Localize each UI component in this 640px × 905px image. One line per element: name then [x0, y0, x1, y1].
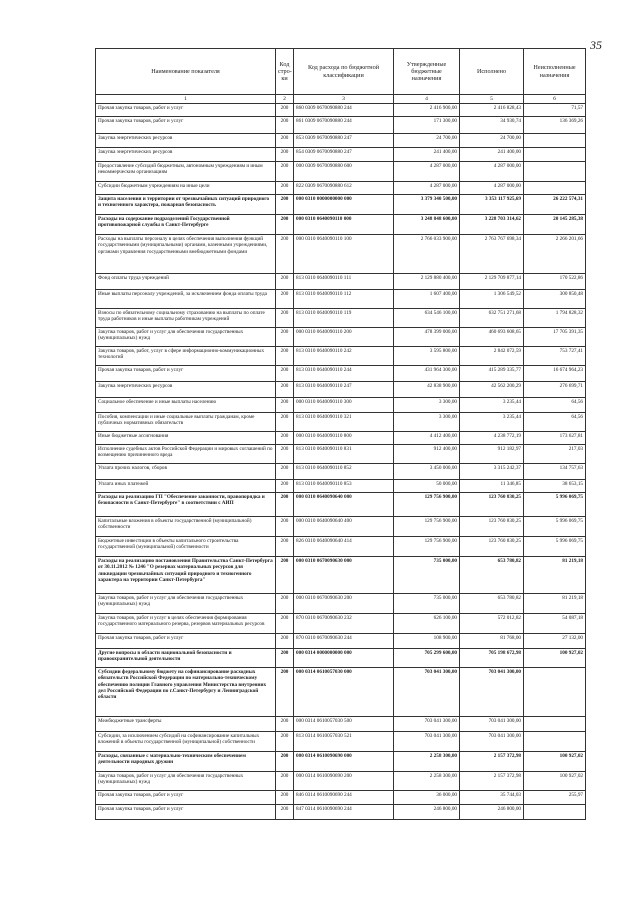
row-executed: 415 289 335,77: [460, 366, 524, 382]
row-executed: 4 287 000,00: [460, 162, 524, 182]
row-unexecuted: 16 674 964,23: [524, 366, 586, 382]
row-line-code: 200: [276, 117, 294, 134]
row-unexecuted: 100 927,02: [524, 649, 586, 668]
row-executed: 3 235,44: [460, 413, 524, 432]
row-unexecuted: [524, 134, 586, 148]
row-name: Закупка энергетических ресурсов: [96, 382, 276, 398]
row-budget-code: 000 0314 0610057030 000: [294, 668, 394, 717]
row-approved: 912 400,00: [394, 445, 460, 464]
row-name: Закупка энергетических ресурсов: [96, 134, 276, 148]
row-budget-code: 000 0310 0640090110 100: [294, 235, 394, 274]
row-executed: 3 353 117 925,69: [460, 195, 524, 215]
row-name: Социальное обеспечение и иные выплаты населению: [96, 398, 276, 413]
row-unexecuted: [524, 717, 586, 732]
row-approved: 4 412 400,00: [394, 432, 460, 445]
row-line-code: 200: [276, 464, 294, 480]
row-budget-code: 870 0310 0670090630 244: [294, 634, 394, 649]
row-approved: 703 041 300,00: [394, 732, 460, 752]
table-row: [96, 668, 586, 717]
row-approved: 3 300,00: [394, 413, 460, 432]
row-executed: 34 930,74: [460, 117, 524, 134]
row-line-code: 200: [276, 162, 294, 182]
column-number: 2: [276, 95, 294, 104]
row-budget-code: 000 0314 0610057030 500: [294, 717, 394, 732]
row-unexecuted: 26 222 574,31: [524, 195, 586, 215]
table-row: [96, 347, 586, 366]
row-line-code: 200: [276, 717, 294, 732]
row-executed: 246 800,00: [460, 805, 524, 820]
table-row: [96, 328, 586, 347]
row-executed: 460 693 608,65: [460, 328, 524, 347]
row-line-code: 200: [276, 328, 294, 347]
row-name: Субсидии федеральному бюджету на софинансирование расходных обязательств Российской Федерации по материально-техническому обеспечению полиции Главного управления Министерства внутренних дел Российской Федерации по г.Санкт-Петербургу и Ленинградской области: [96, 668, 276, 717]
table-row: [96, 382, 586, 398]
row-unexecuted: 136 369,26: [524, 117, 586, 134]
row-line-code: 200: [276, 791, 294, 805]
header-line-code: Код стро- ки: [276, 49, 294, 95]
row-unexecuted: [524, 732, 586, 752]
row-budget-code: 000 0309 0670090880 600: [294, 162, 394, 182]
row-line-code: 200: [276, 517, 294, 537]
header-approved: Утвержденные бюджетные назначения: [394, 49, 460, 95]
row-name: Прочая закупка товаров, работ и услуг: [96, 805, 276, 820]
row-name: Закупка энергетических ресурсов: [96, 148, 276, 162]
row-name: Иные бюджетные ассигнования: [96, 432, 276, 445]
row-unexecuted: 276 699,71: [524, 382, 586, 398]
row-approved: 246 800,00: [394, 805, 460, 820]
row-name: Взносы по обязательному социальному страхованию на выплаты по оплате труда работников и иные выплаты работникам учреждений: [96, 309, 276, 328]
header-indicator-name: Наименование показателя: [96, 49, 276, 95]
row-budget-code: 000 0310 0000000000 000: [294, 195, 394, 215]
table-row: [96, 148, 586, 162]
row-executed: 3 235,44: [460, 398, 524, 413]
row-approved: 2 129 880 400,00: [394, 274, 460, 290]
row-budget-code: 860 0309 0670090880 244: [294, 104, 394, 117]
page-number: 35: [590, 38, 602, 52]
row-executed: 703 041 300,00: [460, 668, 524, 717]
row-budget-code: 861 0309 0670090880 244: [294, 117, 394, 134]
row-name: Фонд оплаты труда учреждений: [96, 274, 276, 290]
row-unexecuted: 5 996 069,75: [524, 517, 586, 537]
row-budget-code: 000 0314 0000000000 000: [294, 649, 394, 668]
row-executed: 241 400,00: [460, 148, 524, 162]
row-line-code: 200: [276, 274, 294, 290]
row-budget-code: 000 0310 0640090110 300: [294, 398, 394, 413]
row-executed: 1 306 549,52: [460, 290, 524, 309]
row-line-code: 200: [276, 104, 294, 117]
row-approved: 705 299 600,00: [394, 649, 460, 668]
row-executed: 123 760 830,25: [460, 517, 524, 537]
row-budget-code: 813 0314 0610057030 521: [294, 732, 394, 752]
row-unexecuted: 753 727,41: [524, 347, 586, 366]
row-unexecuted: 71,57: [524, 104, 586, 117]
row-approved: 36 000,00: [394, 791, 460, 805]
row-name: Закупка товаров, работ, услуг в сфере информационно-коммуникационных технологий: [96, 347, 276, 366]
row-budget-code: 000 0314 0610090690 000: [294, 752, 394, 772]
row-name: Предоставление субсидий бюджетным, автономным учреждениям и иным некоммерческим организациям: [96, 162, 276, 182]
column-number: 1: [96, 95, 276, 104]
row-name: Пособия, компенсации и иные социальные выплаты гражданам, кроме публичных нормативных обязательств: [96, 413, 276, 432]
row-budget-code: 847 0314 0610090690 244: [294, 805, 394, 820]
row-unexecuted: 5 996 069,75: [524, 493, 586, 517]
row-budget-code: 000 0310 0670090630 200: [294, 594, 394, 614]
row-approved: 129 756 900,00: [394, 493, 460, 517]
row-approved: 1 607 400,00: [394, 290, 460, 309]
table-row: [96, 432, 586, 445]
row-approved: 2 258 300,00: [394, 772, 460, 791]
row-line-code: 200: [276, 182, 294, 195]
row-name: Закупка товаров, работ и услуг для обеспечения государственных (муниципальных) нужд: [96, 328, 276, 347]
row-budget-code: 813 0310 0640090110 119: [294, 309, 394, 328]
table-row: [96, 366, 586, 382]
row-name: Расходы на содержание подразделений Государственной противопожарной службы в Санкт-Петербурге: [96, 215, 276, 235]
row-name: Уплата иных платежей: [96, 480, 276, 493]
row-unexecuted: 64,56: [524, 413, 586, 432]
row-approved: 703 041 300,00: [394, 717, 460, 732]
row-line-code: 200: [276, 493, 294, 517]
row-approved: 129 756 900,00: [394, 517, 460, 537]
row-approved: 108 900,00: [394, 634, 460, 649]
row-budget-code: 813 0310 0640090110 112: [294, 290, 394, 309]
row-approved: 241 400,00: [394, 148, 460, 162]
table-row: [96, 772, 586, 791]
row-approved: 4 287 000,00: [394, 182, 460, 195]
row-executed: 35 744,03: [460, 791, 524, 805]
header-budget-code: Код расхода по бюджетной классификации: [294, 49, 394, 95]
row-unexecuted: [524, 162, 586, 182]
table-row: [96, 235, 586, 274]
row-budget-code: 813 0310 0640090110 244: [294, 366, 394, 382]
table-row: [96, 117, 586, 134]
row-line-code: 200: [276, 235, 294, 274]
row-budget-code: 000 0310 0670090630 000: [294, 557, 394, 594]
row-line-code: 200: [276, 752, 294, 772]
row-line-code: 200: [276, 148, 294, 162]
row-executed: 705 198 672,98: [460, 649, 524, 668]
row-unexecuted: [524, 805, 586, 820]
row-line-code: 200: [276, 732, 294, 752]
table-row: [96, 493, 586, 517]
row-approved: 24 700,00: [394, 134, 460, 148]
row-unexecuted: 300 850,48: [524, 290, 586, 309]
table-row: [96, 537, 586, 557]
row-name: Капитальные вложения в объекты государственной (муниципальной) собственности: [96, 517, 276, 537]
row-line-code: 200: [276, 413, 294, 432]
row-budget-code: 000 0310 0640090110 000: [294, 215, 394, 235]
row-budget-code: 813 0310 0640090110 111: [294, 274, 394, 290]
row-executed: 912 182,97: [460, 445, 524, 464]
row-budget-code: 000 0310 0640090640 400: [294, 517, 394, 537]
table-row: [96, 215, 586, 235]
row-executed: 2 129 709 877,14: [460, 274, 524, 290]
row-budget-code: 000 0310 0640090110 200: [294, 328, 394, 347]
table-row: [96, 752, 586, 772]
table-row: [96, 517, 586, 537]
table-row: [96, 594, 586, 614]
row-name: Субсидии бюджетным учреждениям на иные цели: [96, 182, 276, 195]
table-row: [96, 274, 586, 290]
row-unexecuted: 81 219,18: [524, 594, 586, 614]
row-name: Другие вопросы в области национальной безопасности и правоохранительной деятельности: [96, 649, 276, 668]
row-name: Прочая закупка товаров, работ и услуг: [96, 366, 276, 382]
row-line-code: 200: [276, 649, 294, 668]
column-number: 4: [394, 95, 460, 104]
row-unexecuted: [524, 668, 586, 717]
row-name: Расходы на выплаты персоналу в целях обеспечения выполнения функций государственными (муниципальными) органами, казенными учреждениями, органами управления государственными внебюджетными фондами: [96, 235, 276, 274]
row-budget-code: 813 0310 0640090110 247: [294, 382, 394, 398]
row-line-code: 200: [276, 614, 294, 634]
row-name: Защита населения и территории от чрезвычайных ситуаций природного и техногенного характера, пожарная безопасность: [96, 195, 276, 215]
row-approved: 42 838 900,00: [394, 382, 460, 398]
table-header-row: [96, 49, 586, 95]
row-name: Расходы на реализацию постановления Правительства Санкт-Петербурга от 30.11.2012 № 1246 "О резервах материальных ресурсов для ликвидации чрезвычайных ситуаций природного и техногенного характера на территории Санкт-Петербурга": [96, 557, 276, 594]
table-row: [96, 162, 586, 182]
row-executed: 11 346,85: [460, 480, 524, 493]
row-name: Субсидии, за исключением субсидий на софинансирование капитальных вложений в объекты государственной (муниципальной) собственности: [96, 732, 276, 752]
row-line-code: 200: [276, 772, 294, 791]
row-line-code: 200: [276, 398, 294, 413]
row-name: Закупка товаров, работ и услуг для обеспечения государственных (муниципальных) нужд: [96, 594, 276, 614]
row-unexecuted: 27 132,00: [524, 634, 586, 649]
row-unexecuted: 173 627,81: [524, 432, 586, 445]
row-approved: 2 258 300,00: [394, 752, 460, 772]
table-row: [96, 104, 586, 117]
row-approved: 634 546 100,00: [394, 309, 460, 328]
row-budget-code: 813 0310 0640090110 853: [294, 480, 394, 493]
row-line-code: 200: [276, 445, 294, 464]
table-row: [96, 398, 586, 413]
row-approved: 129 756 900,00: [394, 537, 460, 557]
row-budget-code: 822 0309 0670090880 612: [294, 182, 394, 195]
row-approved: 2 766 033 900,00: [394, 235, 460, 274]
column-number-row: [96, 95, 586, 104]
table-row: [96, 732, 586, 752]
row-line-code: 200: [276, 347, 294, 366]
row-name: Прочая закупка товаров, работ и услуг: [96, 791, 276, 805]
row-approved: 4 287 000,00: [394, 162, 460, 182]
row-approved: 703 041 300,00: [394, 668, 460, 717]
table-row: [96, 634, 586, 649]
row-approved: 2 416 900,00: [394, 104, 460, 117]
row-line-code: 200: [276, 195, 294, 215]
row-line-code: 200: [276, 290, 294, 309]
row-executed: 2 157 372,98: [460, 752, 524, 772]
row-budget-code: 000 0310 0640090640 000: [294, 493, 394, 517]
row-unexecuted: 217,03: [524, 445, 586, 464]
row-approved: 3 379 340 500,00: [394, 195, 460, 215]
row-executed: 2 842 072,59: [460, 347, 524, 366]
row-executed: 123 760 830,25: [460, 493, 524, 517]
row-approved: 626 100,00: [394, 614, 460, 634]
table-row: [96, 290, 586, 309]
row-budget-code: 846 0314 0610090690 244: [294, 791, 394, 805]
row-executed: 2 416 828,43: [460, 104, 524, 117]
row-approved: 735 000,00: [394, 594, 460, 614]
row-executed: 653 780,82: [460, 594, 524, 614]
row-unexecuted: [524, 148, 586, 162]
row-unexecuted: 38 653,15: [524, 480, 586, 493]
row-name: Прочая закупка товаров, работ и услуг: [96, 117, 276, 134]
table-row: [96, 309, 586, 328]
row-approved: 3 450 000,00: [394, 464, 460, 480]
header-executed: Исполнено: [460, 49, 524, 95]
row-budget-code: 813 0310 0640090110 242: [294, 347, 394, 366]
row-approved: 3 595 800,00: [394, 347, 460, 366]
row-unexecuted: 170 522,86: [524, 274, 586, 290]
row-line-code: 200: [276, 805, 294, 820]
column-number: 6: [524, 95, 586, 104]
row-executed: 703 041 300,00: [460, 732, 524, 752]
row-line-code: 200: [276, 309, 294, 328]
row-line-code: 200: [276, 480, 294, 493]
row-executed: 2 763 767 698,34: [460, 235, 524, 274]
row-name: Закупка товаров, работ и услуг для обеспечения государственных (муниципальных) нужд: [96, 772, 276, 791]
row-line-code: 200: [276, 557, 294, 594]
row-executed: 24 700,00: [460, 134, 524, 148]
row-unexecuted: 20 145 285,38: [524, 215, 586, 235]
row-line-code: 200: [276, 537, 294, 557]
row-budget-code: 813 0310 0640090110 852: [294, 464, 394, 480]
row-executed: 3 315 242,37: [460, 464, 524, 480]
row-budget-code: 000 0310 0640090110 800: [294, 432, 394, 445]
row-name: Закупка товаров, работ и услуг в целях обеспечения формирования государственного материального резерва, резервов материальных ресурсов: [96, 614, 276, 634]
row-executed: 4 238 772,19: [460, 432, 524, 445]
table-row: [96, 445, 586, 464]
row-name: Прочая закупка товаров, работ и услуг: [96, 634, 276, 649]
row-executed: 653 780,82: [460, 557, 524, 594]
row-budget-code: 000 0314 0610090690 200: [294, 772, 394, 791]
table-row: [96, 182, 586, 195]
budget-execution-table: [95, 48, 586, 820]
row-name: Прочая закупка товаров, работ и услуг: [96, 104, 276, 117]
row-approved: 478 399 000,00: [394, 328, 460, 347]
row-unexecuted: 54 087,18: [524, 614, 586, 634]
row-executed: 123 760 830,25: [460, 537, 524, 557]
row-line-code: 200: [276, 594, 294, 614]
row-line-code: 200: [276, 382, 294, 398]
row-name: Расходы на реализацию ГП "Обеспечение законности, правопорядка и безопасности в Санкт-Петербурге" в соответствии с АИП: [96, 493, 276, 517]
row-budget-code: 813 0310 0640090110 321: [294, 413, 394, 432]
table-row: [96, 614, 586, 634]
row-approved: 3 300,00: [394, 398, 460, 413]
row-line-code: 200: [276, 215, 294, 235]
row-executed: 81 768,00: [460, 634, 524, 649]
row-unexecuted: 17 705 391,35: [524, 328, 586, 347]
row-unexecuted: 5 996 069,75: [524, 537, 586, 557]
table-row: [96, 557, 586, 594]
row-line-code: 200: [276, 432, 294, 445]
row-executed: 703 041 300,00: [460, 717, 524, 732]
row-approved: 50 000,00: [394, 480, 460, 493]
table-row: [96, 195, 586, 215]
row-unexecuted: 134 757,63: [524, 464, 586, 480]
row-budget-code: 854 0309 0670090880 247: [294, 148, 394, 162]
row-line-code: 200: [276, 668, 294, 717]
row-budget-code: 853 0309 0670090880 247: [294, 134, 394, 148]
row-name: Уплата прочих налогов, сборов: [96, 464, 276, 480]
row-name: Межбюджетные трансферты: [96, 717, 276, 732]
row-executed: 4 287 000,00: [460, 182, 524, 195]
row-budget-code: 826 0310 0640090640 414: [294, 537, 394, 557]
table-row: [96, 480, 586, 493]
row-unexecuted: 100 927,02: [524, 752, 586, 772]
row-line-code: 200: [276, 366, 294, 382]
row-name: Расходы, связанные с материально-техническим обеспечением деятельности народных дружин: [96, 752, 276, 772]
row-approved: 171 300,00: [394, 117, 460, 134]
table-row: [96, 805, 586, 820]
row-budget-code: 813 0310 0640090110 831: [294, 445, 394, 464]
row-unexecuted: 100 927,02: [524, 772, 586, 791]
column-number: 5: [460, 95, 524, 104]
row-approved: 431 964 300,00: [394, 366, 460, 382]
row-executed: 632 751 271,68: [460, 309, 524, 328]
row-executed: 572 012,82: [460, 614, 524, 634]
table-row: [96, 134, 586, 148]
header-unexecuted: Неисполненные назначения: [524, 49, 586, 95]
row-unexecuted: 255,97: [524, 791, 586, 805]
table-row: [96, 649, 586, 668]
row-name: Исполнение судебных актов Российской Федерации и мировых соглашений по возмещению причиненного вреда: [96, 445, 276, 464]
table-row: [96, 717, 586, 732]
row-approved: 3 248 848 600,00: [394, 215, 460, 235]
row-unexecuted: 81 219,18: [524, 557, 586, 594]
table-row: [96, 464, 586, 480]
table-row: [96, 413, 586, 432]
row-unexecuted: 2 266 201,66: [524, 235, 586, 274]
row-executed: 3 228 703 314,62: [460, 215, 524, 235]
row-approved: 735 000,00: [394, 557, 460, 594]
row-unexecuted: [524, 182, 586, 195]
row-budget-code: 870 0310 0670090630 232: [294, 614, 394, 634]
table-body: [96, 104, 586, 820]
row-name: Бюджетные инвестиции в объекты капитального строительства государственной (муниципальной) собственности: [96, 537, 276, 557]
row-unexecuted: 64,56: [524, 398, 586, 413]
row-line-code: 200: [276, 634, 294, 649]
column-number: 3: [294, 95, 394, 104]
row-name: Иные выплаты персоналу учреждений, за исключением фонда оплаты труда: [96, 290, 276, 309]
row-unexecuted: 1 794 828,32: [524, 309, 586, 328]
row-line-code: 200: [276, 134, 294, 148]
row-executed: 42 562 200,29: [460, 382, 524, 398]
row-executed: 2 157 372,98: [460, 772, 524, 791]
table-row: [96, 791, 586, 805]
